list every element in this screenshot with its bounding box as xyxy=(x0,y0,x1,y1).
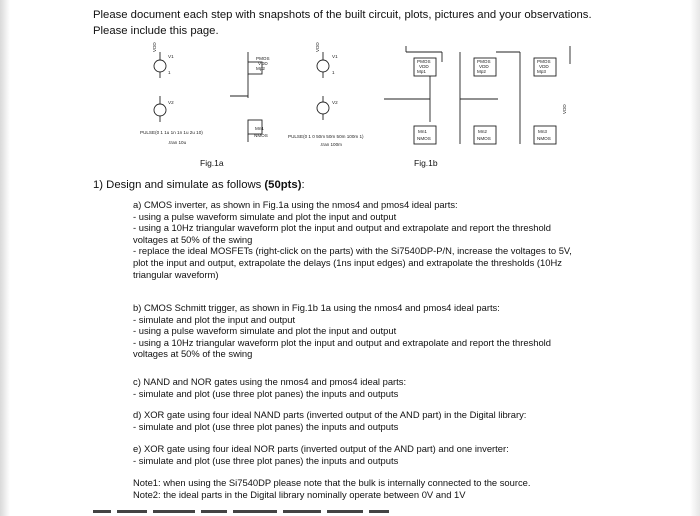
fig1b-pmos2: PMOS xyxy=(477,59,491,64)
item-a-line: plot the input and output, extrapolate the delays (1ns input edges) and extrapolate the thresholds (10Hz xyxy=(133,256,562,268)
item-d xyxy=(133,409,688,432)
note-line: Note2: the ideal parts in the Digital library nominally operate between 0V and 1V xyxy=(133,488,466,500)
fig1a-v1: V1 xyxy=(168,54,174,59)
fig1b-pmos3-vdd: VDD xyxy=(539,64,549,69)
intro-line-2: Please include this page. xyxy=(93,24,219,37)
fig1b-mp3: Mp3 xyxy=(537,69,546,74)
note-line: Note1: when using the Si7540DP please note that the bulk is internally connected to the source. xyxy=(133,477,531,488)
fig1b-mn3: Mn3 xyxy=(538,129,547,134)
item-e xyxy=(133,443,688,466)
fig-1b-label: Fig.1b xyxy=(414,158,438,168)
fig1a-pmos-vdd: VDD xyxy=(258,61,268,66)
fig1b-mn1: Mn1 xyxy=(418,129,427,134)
fig1a-pmos: PMOS xyxy=(256,56,270,61)
item-d-line: - simulate and plot (use three plot panes) the inputs and outputs xyxy=(133,420,399,432)
fig1b-vdd: VDD xyxy=(315,42,320,52)
fig1b-pmos1: PMOS xyxy=(417,59,431,64)
item-e-line: e) XOR gate using four ideal NOR parts (inverted output of the AND part) and one inverter: xyxy=(133,443,509,454)
item-b-line: b) CMOS Schmitt trigger, as shown in Fig.1b 1a using the nmos4 and pmos4 ideal parts: xyxy=(133,302,500,313)
item-e-line: - simulate and plot (use three plot panes) the inputs and outputs xyxy=(133,454,399,466)
fig1a-mn1: Mn1 xyxy=(255,126,264,131)
fig1a-mp2: Mp2 xyxy=(256,66,265,71)
cut-off-next-line xyxy=(93,510,433,516)
fig1b-pmos3: PMOS xyxy=(537,59,551,64)
section-heading xyxy=(93,179,305,191)
item-c-line: c) NAND and NOR gates using the nmos4 and pmos4 ideal parts: xyxy=(133,376,407,387)
fig-1a-label: Fig.1a xyxy=(200,158,224,168)
fig1b-nmos2: NMOS xyxy=(477,136,491,141)
item-a xyxy=(133,199,688,280)
fig1b-mp2: Mp2 xyxy=(477,69,486,74)
fig1b-pmos2-vdd: VDD xyxy=(479,64,489,69)
fig1b-tran: .tran 100m xyxy=(320,142,342,147)
section-colon: : xyxy=(301,179,305,191)
intro-line-1: Please document each step with snapshots of the built circuit, plots, pictures and your observations. xyxy=(93,9,592,21)
fig1b-vdd-right: VDD xyxy=(562,104,567,114)
notes xyxy=(133,477,688,500)
fig1a-pulse: PULSE(0 1 1u 1n 1n 1u 2u 10) xyxy=(140,130,203,135)
page-edge-shadow xyxy=(0,0,10,516)
item-a-line: - using a 10Hz triangular waveform plot the input and output and extrapolate and report the threshold xyxy=(133,222,551,234)
item-a-line: - replace the ideal MOSFETs (right-click on the parts) with the Si7540DP-P/N, increase the voltages to 5V, xyxy=(133,245,572,257)
fig1b-v2: V2 xyxy=(332,100,338,105)
item-b-line: - using a 10Hz triangular waveform plot the input and output and extrapolate and report the threshold xyxy=(133,336,551,348)
item-b-line: voltages at 50% of the swing xyxy=(133,348,253,360)
fig1a-v1-value: 1 xyxy=(168,70,171,75)
fig1b-pulse: PULSE(0 1 0 50m 50m 50m 100m 1) xyxy=(288,134,364,139)
fig1a-v2: V2 xyxy=(168,100,174,105)
section-title: 1) Design and simulate as follows xyxy=(93,179,265,191)
item-a-line: - using a pulse waveform simulate and plot the input and output xyxy=(133,210,397,222)
item-a-line: triangular waveform) xyxy=(133,268,219,280)
fig1b-nmos3: NMOS xyxy=(537,136,551,141)
item-b xyxy=(133,302,688,360)
fig1b-v1: V1 xyxy=(332,54,338,59)
item-a-line: voltages at 50% of the swing xyxy=(133,233,253,245)
fig1b-v1-value: 1 xyxy=(332,70,335,75)
fig1a-vdd: VDD xyxy=(152,42,157,52)
fig1a-tran: .tran 10u xyxy=(168,140,187,145)
circuit-figure xyxy=(130,34,590,174)
item-b-line: - simulate and plot the input and output xyxy=(133,313,296,325)
fig1b-mp1: Mp1 xyxy=(417,69,426,74)
item-b-line: - using a pulse waveform simulate and plot the input and output xyxy=(133,325,397,337)
fig1a-nmos: NMOS xyxy=(254,133,268,138)
fig1b-pmos1-vdd: VDD xyxy=(419,64,429,69)
item-c xyxy=(133,376,688,399)
item-d-line: d) XOR gate using four ideal NAND parts (inverted output of the AND part) in the Digital library: xyxy=(133,409,527,420)
item-c-line: - simulate and plot (use three plot panes) the inputs and outputs xyxy=(133,387,399,399)
page-edge-shadow-right xyxy=(690,0,700,516)
fig1b-mn2: Mn2 xyxy=(478,129,487,134)
section-points: (50pts) xyxy=(264,179,302,191)
fig1b-nmos1: NMOS xyxy=(417,136,431,141)
item-a-line: a) CMOS inverter, as shown in Fig.1a using the nmos4 and pmos4 ideal parts: xyxy=(133,199,458,210)
